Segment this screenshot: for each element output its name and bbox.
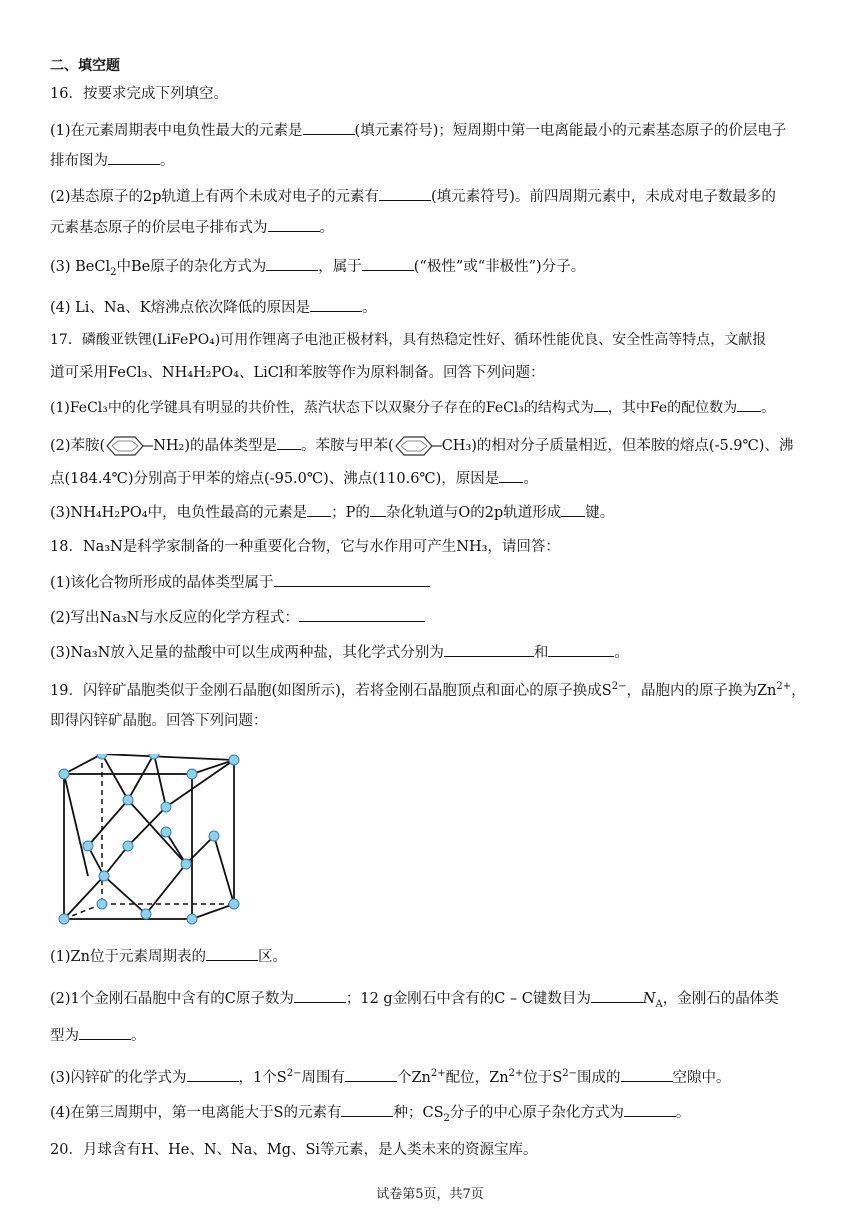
answer-blank[interactable]: [594, 397, 608, 412]
atom: [59, 914, 69, 924]
atom: [187, 769, 197, 779]
atom: [181, 859, 191, 869]
answer-blank[interactable]: [624, 1102, 676, 1117]
q18-part3: (3)Na₃N放入足量的盐酸中可以生成两种盐，其化学式分别为 和 。: [50, 642, 629, 663]
atom: [59, 769, 69, 779]
q18-part1: (1)该化合物所形成的晶体类型属于: [50, 572, 430, 593]
q16-part2-line2: 元素基态原子的价层电子排布式为 。: [50, 217, 334, 238]
nh2-group: NH₂: [153, 438, 185, 454]
q19-part2-line2: 型为 。: [50, 1025, 146, 1046]
q17-part2-line1: (2)苯胺( NH₂)的晶体类型是 。苯胺与甲苯( CH₃)的相对分子质量相近，但苯胺的熔点(-5.9℃)、沸: [50, 434, 793, 460]
answer-blank[interactable]: [370, 502, 386, 517]
atom: [187, 914, 197, 924]
answer-blank[interactable]: [561, 502, 585, 517]
answer-blank[interactable]: [341, 1102, 393, 1117]
atom: [149, 754, 159, 759]
answer-blank[interactable]: [499, 468, 523, 483]
q16-part3: (3) BeCl$_2$中Be原子的杂化方式为 ，属于 (“极性”或“非极性”)分子。: [50, 256, 585, 283]
atom: [161, 802, 171, 812]
atom: [99, 871, 109, 881]
q17-part2-line2: 点(184.4℃)分别高于甲苯的熔点(-95.0℃)、沸点(110.6℃)，原因是 。: [50, 468, 538, 489]
page-footer: 试卷第5页，共7页: [376, 1187, 484, 1202]
answer-blank[interactable]: [274, 572, 430, 587]
answer-blank[interactable]: [108, 150, 160, 165]
answer-blank[interactable]: [548, 642, 614, 657]
answer-blank[interactable]: [737, 397, 761, 412]
atom: [161, 827, 171, 837]
q19-part2-line1: (2)1个金刚石晶胞中含有的C原子数为 ；12 g金刚石中含有的C – C键数目为 $N_A$，金刚石的晶体类: [50, 988, 779, 1015]
answer-blank[interactable]: [268, 217, 320, 232]
atom: [229, 899, 239, 909]
q18-stem: 18．Na₃N是科学家制备的一种重要化合物，它与水作用可产生NH₃，请回答：: [50, 539, 560, 555]
q17-stem-line1: 17．磷酸亚铁锂(LiFePO₄)可用作锂离子电池正极材料，具有热稳定性好、循环性能优良、安全性高等特点，文献报: [50, 332, 767, 348]
q19-part1: (1)Zn位于元素周期表的 区。: [50, 946, 287, 967]
atom: [229, 755, 239, 765]
answer-blank[interactable]: [266, 256, 318, 271]
atom: [123, 841, 133, 851]
answer-blank[interactable]: [277, 435, 301, 450]
answer-blank[interactable]: [307, 502, 331, 517]
q17-part1: (1)FeCl₃中的化学键具有明显的共价性，蒸汽状态下以双聚分子存在的FeCl₃的结构式为 ，其中Fe的配位数为 。: [50, 397, 775, 418]
q17-part3: (3)NH₄H₂PO₄中，电负性最高的元素是 ；P的 杂化轨道与O的2p轨道形成 键。: [50, 502, 614, 523]
atom: [83, 841, 93, 851]
answer-blank[interactable]: [187, 1067, 239, 1082]
q19-stem-line1: 19．闪锌矿晶胞类似于金刚石晶胞(如图所示)，若将金刚石晶胞顶点和面心的原子换成$S^{2-}$，晶胞内的原子换为$Zn^{2+}$，: [50, 681, 806, 699]
q16-part2-line1: (2)基态原子的2p轨道上有两个未成对电子的元素有 (填元素符号)。前四周期元素中，未成对电子数最多的: [50, 186, 776, 207]
answer-blank[interactable]: [444, 642, 534, 657]
q19-part4: (4)在第三周期中，第一电离能大于S的元素有 种；$CS_2$分子的中心原子杂化方式为 。: [50, 1102, 690, 1129]
answer-blank[interactable]: [206, 946, 258, 961]
answer-blank[interactable]: [345, 1067, 397, 1082]
answer-blank[interactable]: [621, 1067, 673, 1082]
atom: [97, 754, 107, 759]
q18-part2: (2)写出Na₃N与水反应的化学方程式：: [50, 607, 425, 628]
atom: [123, 795, 133, 805]
q16-stem: 16．按要求完成下列填空。: [50, 86, 228, 102]
q17-stem-line2: 道可采用FeCl₃、NH₄H₂PO₄、LiCl和苯胺等作为原料制备。回答下列问题：: [50, 365, 545, 381]
benzene-ring-icon: [394, 434, 442, 458]
answer-blank[interactable]: [591, 988, 643, 1003]
q16-part1-line1: (1)在元素周期表中电负性最大的元素是 (填元素符号)；短周期中第一电离能最小的元素基态原子的价层电子: [50, 120, 786, 141]
q16-part4: (4) Li、Na、K熔沸点依次降低的原因是 。: [50, 297, 377, 318]
diamond-unit-cell-figure: [58, 754, 248, 934]
atom: [209, 831, 219, 841]
answer-blank[interactable]: [362, 256, 414, 271]
atom: [141, 909, 151, 919]
answer-blank[interactable]: [303, 120, 355, 135]
q19-part3: (3)闪锌矿的化学式为 ，1个$S^{2-}$周围有 个$Zn^{2+}$配位，$Zn^{2+}$位于$S^{2-}$围成的 空隙中。: [50, 1068, 731, 1086]
q16-part1-line2: 排布图为 。: [50, 150, 175, 171]
benzene-ring-icon: [105, 434, 153, 458]
q20-stem: 20．月球含有H、He、N、Na、Mg、Si等元素，是人类未来的资源宝库。: [50, 1142, 538, 1158]
answer-blank[interactable]: [79, 1025, 131, 1040]
ch3-group: CH₃: [441, 438, 472, 454]
answer-blank[interactable]: [379, 186, 431, 201]
atom: [97, 899, 107, 909]
answer-blank[interactable]: [310, 297, 362, 312]
section-title: 二、填空题: [50, 58, 120, 74]
answer-blank[interactable]: [294, 988, 346, 1003]
q19-stem-line2: 即得闪锌矿晶胞。回答下列问题：: [50, 713, 268, 729]
answer-blank[interactable]: [299, 607, 425, 622]
